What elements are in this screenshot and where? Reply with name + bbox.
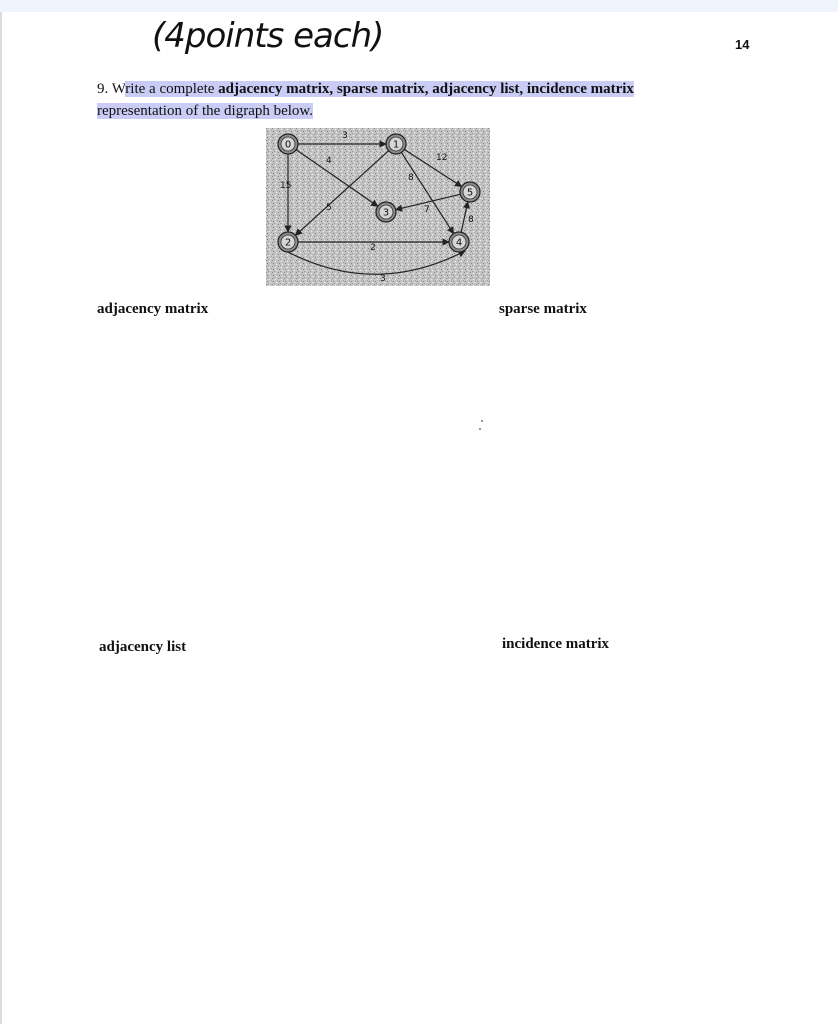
edge-weight-label: 7 bbox=[424, 205, 430, 215]
question-prefix: rite a complete bbox=[125, 81, 219, 97]
stray-mark bbox=[481, 420, 483, 422]
edge-weight-label: 3 bbox=[342, 131, 348, 141]
graph-node-1 bbox=[386, 134, 406, 154]
graph-node-0 bbox=[278, 134, 298, 154]
edge-weight-label: 2 bbox=[370, 243, 376, 253]
page-number: 14 bbox=[735, 37, 750, 52]
question-first-letter: W bbox=[111, 81, 126, 97]
edge-weight-label: 3 bbox=[380, 274, 386, 284]
graph-node-4 bbox=[449, 232, 469, 252]
edge-weight-label: 12 bbox=[436, 153, 448, 163]
question-line-two: representation of the digraph below. bbox=[97, 103, 314, 119]
handwritten-points-note: (4points each) bbox=[152, 16, 384, 56]
node-label: 5 bbox=[466, 187, 474, 199]
viewer-top-bar bbox=[0, 0, 838, 12]
edge-weight-label: 8 bbox=[468, 215, 474, 225]
graph-node-3 bbox=[376, 202, 396, 222]
edge-weight-label: 15 bbox=[280, 181, 292, 191]
page-left-edge bbox=[0, 12, 2, 1024]
node-label: 0 bbox=[284, 139, 292, 151]
node-label: 2 bbox=[284, 237, 292, 249]
adjacency-list-label: adjacency list bbox=[99, 639, 187, 655]
node-label: 3 bbox=[382, 207, 390, 219]
question-number: 9. bbox=[97, 81, 112, 97]
edge-weight-label: 5 bbox=[326, 203, 332, 213]
node-label: 4 bbox=[455, 237, 463, 249]
edge-weight-label: 4 bbox=[326, 156, 332, 166]
sparse-matrix-label: sparse matrix bbox=[499, 301, 587, 317]
question-terms: adjacency matrix, sparse matrix, adjacency list, incidence matrix bbox=[218, 81, 634, 97]
graph-node-5 bbox=[460, 182, 480, 202]
graph-node-2 bbox=[278, 232, 298, 252]
question-text bbox=[97, 78, 717, 122]
stray-mark bbox=[479, 428, 481, 430]
edge-weight-label: 8 bbox=[408, 173, 414, 183]
adjacency-matrix-label: adjacency matrix bbox=[97, 301, 209, 317]
node-label: 1 bbox=[392, 139, 400, 151]
incidence-matrix-label: incidence matrix bbox=[502, 636, 610, 652]
digraph-figure bbox=[266, 128, 490, 286]
